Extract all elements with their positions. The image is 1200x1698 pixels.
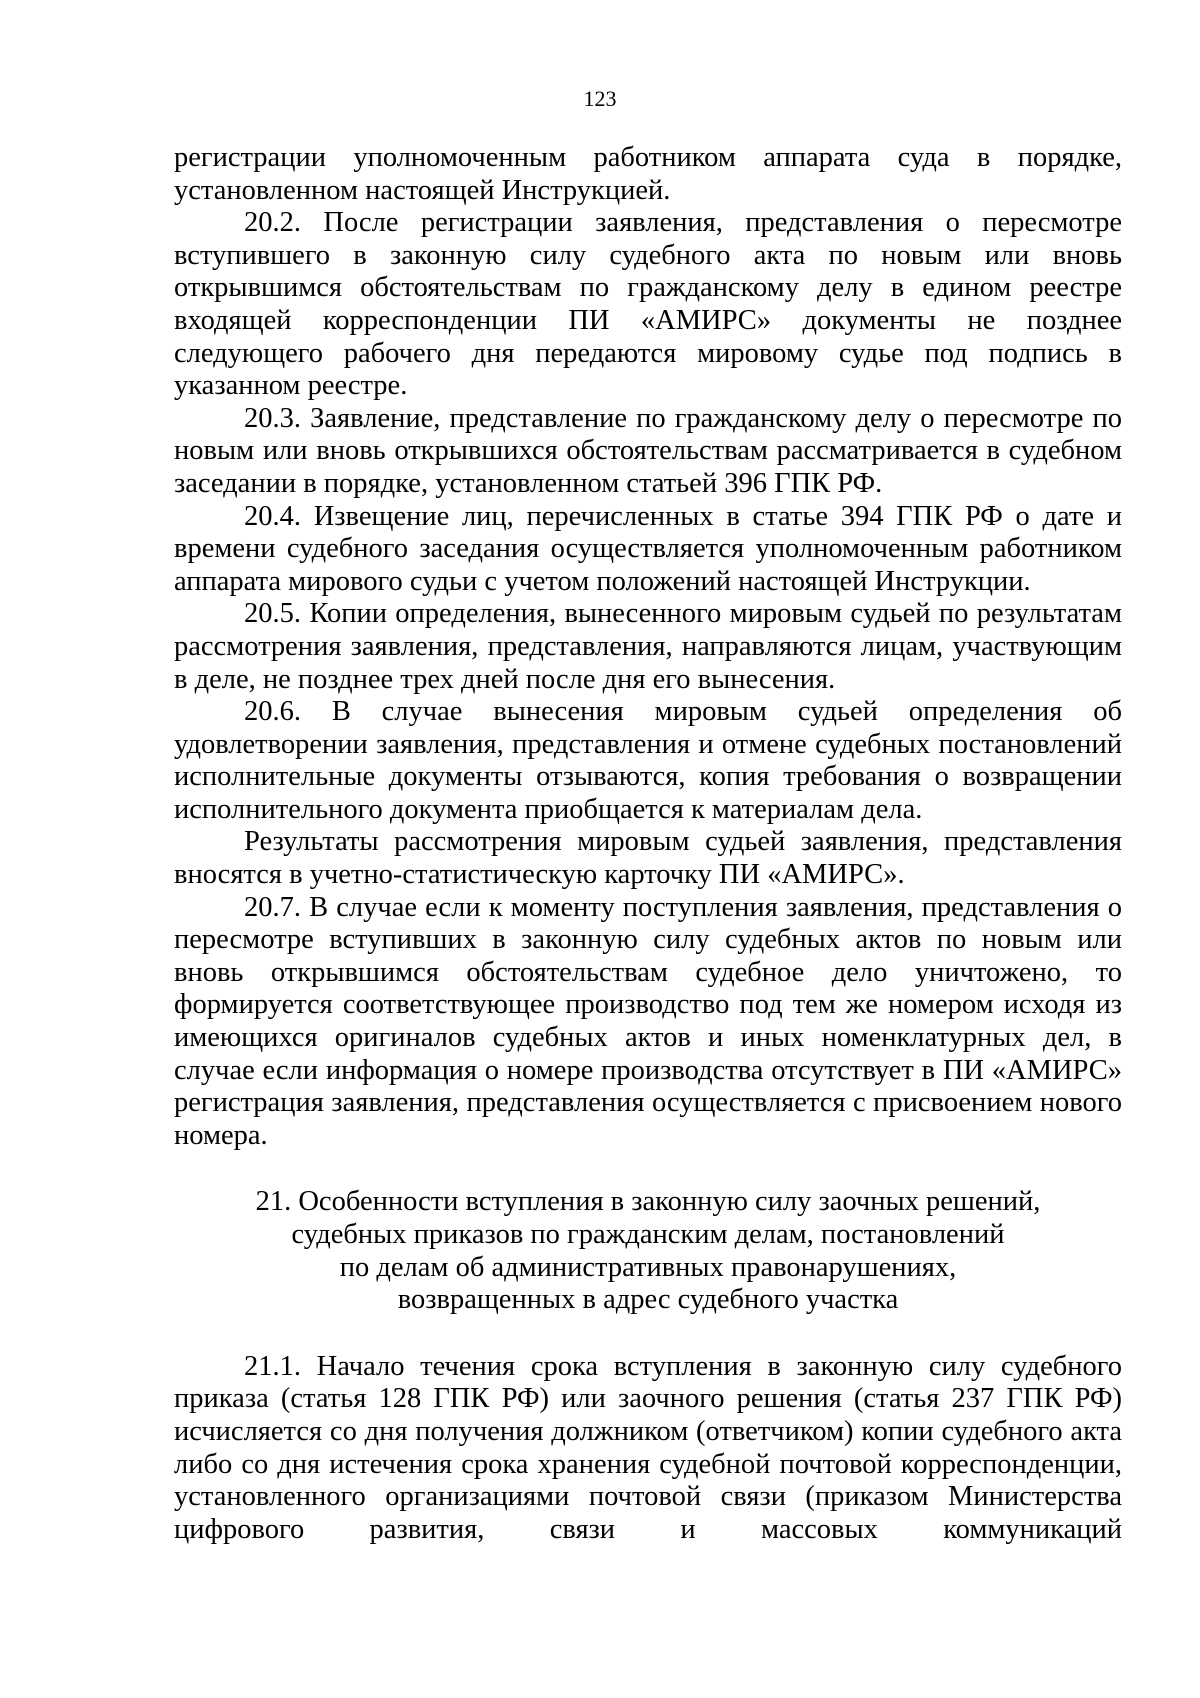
paragraph-20-6-results: Результаты рассмотрения мировым судьей заявления, представления вносятся в учетно-статистическую карточку ПИ «АМИРС». bbox=[174, 826, 1122, 891]
paragraph-20-2: 20.2. После регистрации заявления, представления о пересмотре вступившего в законную силу судебного акта по новым или вновь открывшимся обстоятельствам по гражданскому делу в едином реестре входящей корреспонденции ПИ «АМИРС» документы не позднее следующего рабочего дня передаются мировому судье под подпись в указанном реестре. bbox=[174, 207, 1122, 402]
section-heading-line: по делам об административных правонарушениях, bbox=[339, 1251, 957, 1283]
paragraph-20-5: 20.5. Копии определения, вынесенного мировым судьей по результатам рассмотрения заявления, представления, направляются лицам, участвующим в деле, не позднее трех дней после дня его вынесения. bbox=[174, 598, 1122, 695]
section-heading-21 bbox=[174, 1186, 1122, 1316]
paragraph-21-1: 21.1. Начало течения срока вступления в законную силу судебного приказа (статья 128 ГПК РФ) или заочного решения (статья 237 ГПК РФ) исчисляется со дня получения должником (ответчиком) копии судебного акта либо со дня истечения срока хранения судебной почтовой корреспонденции, установленного организациями почтовой связи (приказом Министерства цифрового развития, связи и массовых коммуникаций bbox=[174, 1350, 1122, 1545]
paragraph-20-3: 20.3. Заявление, представление по гражданскому делу о пересмотре по новым или вновь открывшихся обстоятельствам рассматривается в судебном заседании в порядке, установленном статьей 396 ГПК РФ. bbox=[174, 402, 1122, 499]
paragraph-20-6: 20.6. В случае вынесения мировым судьей определения об удовлетворении заявления, представления и отмене судебных постановлений исполнительные документы отзываются, копия требования о возвращении исполнительного документа приобщается к материалам дела. bbox=[174, 696, 1122, 825]
section-heading-line: 21. Особенности вступления в законную силу заочных решений, bbox=[255, 1186, 1041, 1218]
section-heading-line: судебных приказов по гражданским делам, постановлений bbox=[291, 1219, 1005, 1250]
paragraph-continuation: регистрации уполномоченным работником аппарата суда в порядке, установленном настоящей Инструкцией. bbox=[174, 142, 1122, 206]
page-number: 123 bbox=[583, 86, 617, 111]
paragraph-20-4: 20.4. Извещение лиц, перечисленных в статье 394 ГПК РФ о дате и времени судебного заседания осуществляется уполномоченным работником аппарата мирового судьи с учетом положений настоящей Инструкции. bbox=[174, 500, 1122, 597]
document-body bbox=[174, 142, 1122, 1546]
paragraph-20-7: 20.7. В случае если к моменту поступления заявления, представления о пересмотре вступивших в законную силу судебных актов по новым или вновь открывшимся обстоятельствам судебное дело уничтожено, то формируется соответствующее производство под тем же номером исходя из имеющихся оригиналов судебных актов и иных номенклатурных дел, в случае если информация о номере производства отсутствует в ПИ «АМИРС» регистрация заявления, представления осуществляется с присвоением нового номера. bbox=[174, 891, 1122, 1151]
section-heading-line: возвращенных в адрес судебного участка bbox=[397, 1284, 899, 1316]
